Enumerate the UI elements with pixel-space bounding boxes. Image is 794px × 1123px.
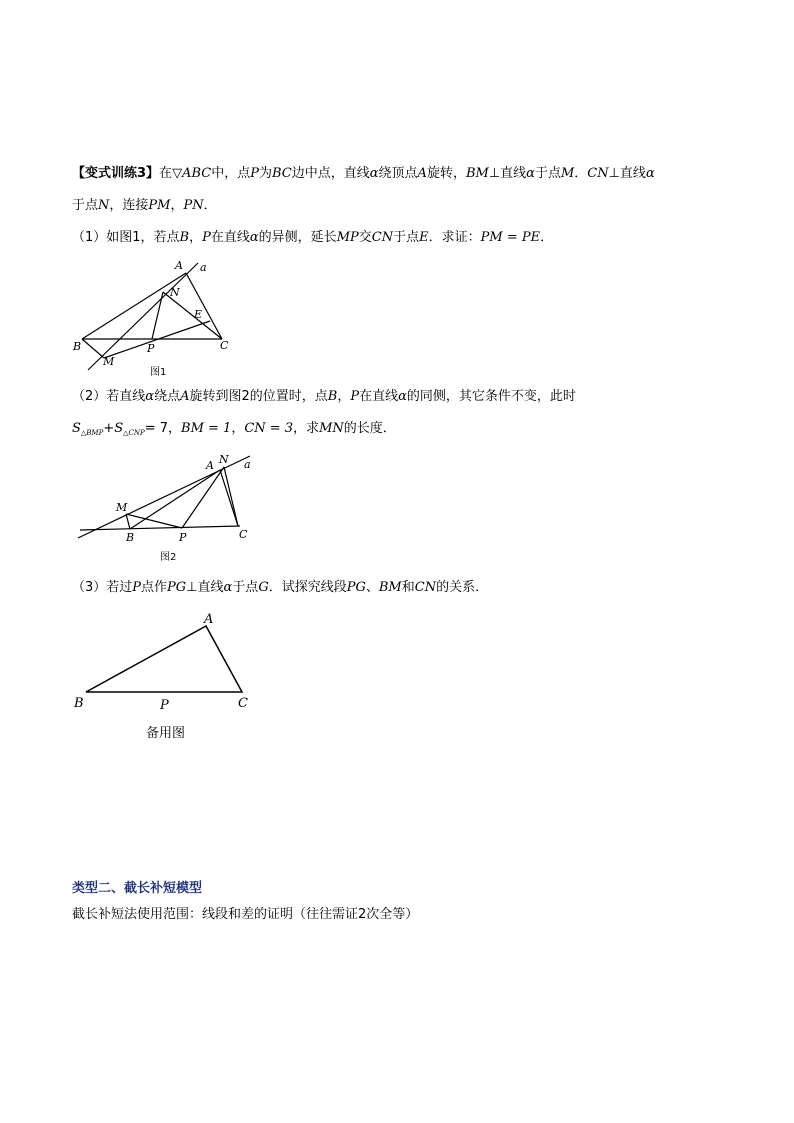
- fig1-line-a: [88, 263, 198, 370]
- problem-intro-line2: 于点N，连接PM，PN．: [72, 198, 217, 213]
- problem-part1: （1）如图1，若点B，P在直线α的异侧，延长MP交CN于点E．求证：PM = PE．: [72, 230, 554, 245]
- fig3-label-p: P: [160, 698, 169, 713]
- figure-2: [74, 450, 274, 570]
- fig2-label-a: A: [206, 459, 214, 472]
- problem-part2-line1: （2）若直线α绕点A旋转到图2的位置时，点B，P在直线α的同侧，其它条件不变，此时: [72, 389, 576, 404]
- fig3-caption: 备用图: [146, 726, 186, 741]
- fig1-label-p: P: [147, 342, 155, 355]
- fig1-label-a: A: [175, 259, 183, 272]
- fig2-label-m: M: [116, 501, 128, 514]
- fig2-label-c: C: [239, 528, 248, 541]
- fig1-label-c: C: [220, 339, 229, 352]
- fig2-segment-ab: [130, 470, 220, 529]
- problem-tag: 【变式训练3】: [72, 166, 160, 181]
- fig1-segment-ac: [186, 273, 222, 339]
- problem-intro-line1: 【变式训练3】在▽ABC中，点P为BC边中点，直线α绕顶点A旋转，BM⊥直线α于点M．CN⊥直线α: [72, 166, 655, 181]
- figure-3: [70, 605, 270, 750]
- fig2-segment-nc: [224, 467, 238, 526]
- fig2-caption: 图2: [160, 552, 177, 563]
- fig1-label-m: M: [103, 355, 115, 368]
- fig1-segment-cn: [163, 292, 222, 339]
- fig3-label-c: C: [238, 696, 248, 711]
- problem-part2-line2: $S_{\triangle BMP}+S_{\triangle CNP}= 7$，BM = 1，CN = 3，求MN的长度．: [72, 421, 396, 437]
- fig2-label-alpha: a: [244, 458, 251, 471]
- fig2-label-b: B: [126, 531, 135, 544]
- problem-part3: （3）若过P点作PG⊥直线α于点G．试探究线段PG、BM和CN的关系．: [72, 580, 489, 595]
- fig3-label-b: B: [74, 696, 84, 711]
- fig1-label-alpha: a: [200, 261, 207, 274]
- fig2-label-n: N: [219, 453, 229, 466]
- fig2-label-p: P: [179, 531, 187, 544]
- fig1-segment-pn: [152, 292, 163, 339]
- fig2-segment-bm: [126, 514, 130, 529]
- fig2-line-bc: [80, 526, 240, 530]
- figure-1: [70, 255, 270, 385]
- fig1-label-n: N: [170, 286, 180, 299]
- fig1-label-e: E: [194, 308, 203, 321]
- fig2-segment-pn: [182, 467, 224, 528]
- section-heading: 类型二、截长补短模型: [72, 881, 203, 896]
- fig1-label-b: B: [73, 340, 82, 353]
- fig1-segment-bm: [82, 339, 104, 358]
- fig1-segment-ab: [82, 273, 186, 339]
- section-text: 截长补短法使用范围：线段和差的证明（往往需证2次全等）: [72, 907, 419, 922]
- fig2-segment-ac: [220, 470, 238, 526]
- fig1-caption: 图1: [150, 367, 167, 378]
- fig3-label-a: A: [204, 612, 214, 627]
- fig3-triangle-abc: [86, 626, 242, 692]
